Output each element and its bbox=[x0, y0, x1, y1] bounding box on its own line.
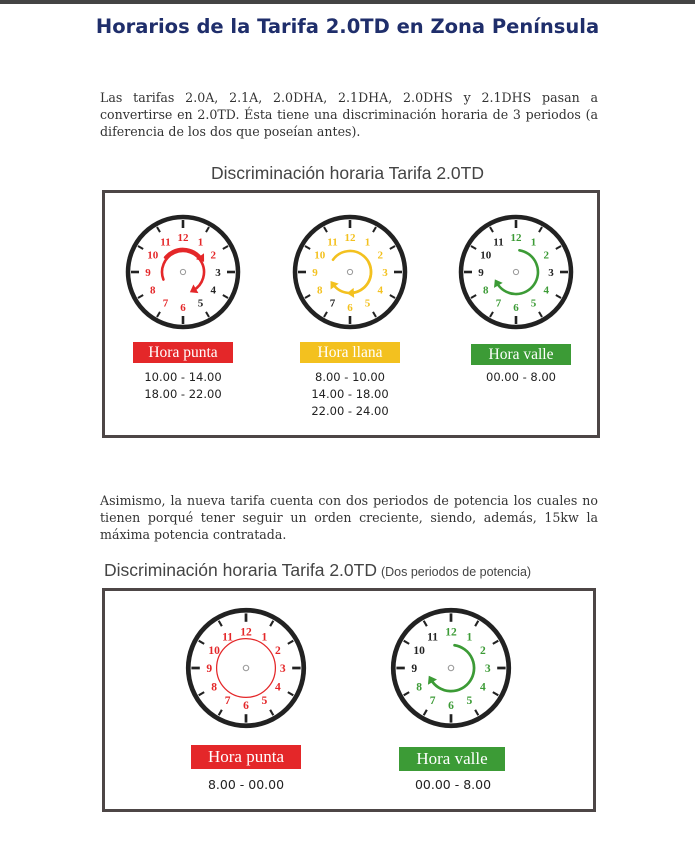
clock-number: 11 bbox=[427, 631, 439, 644]
clock-number: 8 bbox=[416, 681, 423, 694]
clock-number: 4 bbox=[543, 284, 550, 297]
clock-number: 5 bbox=[364, 297, 371, 310]
clock-number: 8 bbox=[482, 284, 489, 297]
clock-number: 4 bbox=[210, 284, 217, 297]
clock-hora-valle-2p bbox=[388, 605, 514, 731]
clock-number: 12 bbox=[344, 232, 356, 244]
clock-number: 3 bbox=[279, 663, 286, 676]
time-range: 8.00 - 10.00 bbox=[315, 370, 385, 384]
clock-number: 5 bbox=[530, 297, 537, 310]
clock-number: 6 bbox=[180, 302, 186, 314]
section2-box bbox=[102, 588, 596, 812]
time-range: 8.00 - 00.00 bbox=[207, 777, 285, 792]
page-title: Horarios de la Tarifa 2.0TD en Zona Península bbox=[95, 15, 600, 38]
time-range: 14.00 - 18.00 bbox=[311, 387, 389, 401]
clock-number: 6 bbox=[448, 699, 454, 712]
clock-number: 3 bbox=[484, 663, 491, 676]
time-range: 18.00 - 22.00 bbox=[144, 387, 222, 401]
clock-number: 11 bbox=[493, 236, 504, 249]
clock-number: 3 bbox=[215, 267, 221, 279]
clock-number: 9 bbox=[145, 267, 151, 279]
clock-hora-punta-2p bbox=[183, 605, 309, 731]
clock-number: 7 bbox=[495, 297, 502, 310]
clock-number: 1 bbox=[197, 236, 204, 249]
clock-number: 2 bbox=[377, 249, 384, 262]
clock-number: 7 bbox=[429, 695, 436, 708]
intro-paragraph: Las tarifas 2.0A, 2.1A, 2.0DHA, 2.1DHA, 2.0DHS y 2.1DHS pasan a convertirse en 2.0TD. Ésta tiene una discriminación horaria de 3 periodos (a diferencia de los dos que poseían antes). bbox=[100, 90, 598, 139]
clock-number: 2 bbox=[543, 249, 550, 262]
clock-number: 10 bbox=[147, 249, 159, 262]
clock-number: 4 bbox=[479, 681, 486, 694]
clock-hora-punta bbox=[123, 212, 243, 332]
second-paragraph: Asimismo, la nueva tarifa cuenta con dos periodos de potencia los cuales no tienen porqué tener seguir un orden creciente, siendo, además, 15kw la máxima potencia contratada. bbox=[100, 493, 598, 542]
clock-number: 2 bbox=[210, 249, 217, 262]
clock-number: 10 bbox=[314, 249, 326, 262]
clock-number: 12 bbox=[510, 232, 522, 244]
clock-number: 6 bbox=[513, 302, 519, 314]
clock-number: 7 bbox=[329, 297, 336, 310]
clock-number: 9 bbox=[206, 663, 213, 676]
time-range: 22.00 - 24.00 bbox=[311, 404, 389, 418]
clock-hora-valle bbox=[456, 212, 576, 332]
clock-number: 8 bbox=[316, 284, 323, 297]
clock-number: 5 bbox=[261, 695, 268, 708]
times-hora-punta-2p bbox=[186, 776, 306, 793]
top-border bbox=[0, 0, 695, 4]
label-hora-llana: Hora llana bbox=[300, 342, 400, 363]
clock-number: 11 bbox=[222, 631, 234, 644]
clock-number: 1 bbox=[261, 631, 268, 644]
clock-number: 7 bbox=[224, 695, 231, 708]
clock-number: 9 bbox=[312, 267, 318, 279]
clock-number: 1 bbox=[466, 631, 473, 644]
clock-hora-llana bbox=[290, 212, 410, 332]
times-hora-valle-2p bbox=[393, 776, 513, 793]
times-hora-valle bbox=[466, 369, 576, 386]
clock-number: 3 bbox=[382, 267, 388, 279]
label-hora-punta: Hora punta bbox=[133, 342, 233, 363]
label-hora-valle-2p: Hora valle bbox=[399, 747, 505, 771]
section2-subheading: (Dos periodos de potencia) bbox=[380, 565, 532, 579]
clock-center-icon bbox=[513, 269, 518, 274]
clock-number: 10 bbox=[480, 249, 492, 262]
clock-center-icon bbox=[448, 665, 453, 670]
clock-number: 1 bbox=[530, 236, 537, 249]
clock-center-icon bbox=[347, 269, 352, 274]
clock-center-icon bbox=[243, 665, 248, 670]
clock-number: 3 bbox=[548, 267, 554, 279]
clock-number: 9 bbox=[478, 267, 484, 279]
time-range: 00.00 - 8.00 bbox=[414, 777, 492, 792]
clock-number: 8 bbox=[149, 284, 156, 297]
clock-number: 9 bbox=[411, 663, 418, 676]
section2-heading-text: Discriminación horaria Tarifa 2.0TD bbox=[104, 560, 377, 580]
clock-number: 1 bbox=[364, 236, 371, 249]
label-hora-punta-2p: Hora punta bbox=[191, 745, 301, 769]
clock-number: 10 bbox=[208, 644, 220, 657]
clock-number: 6 bbox=[347, 302, 353, 314]
section2-heading bbox=[104, 560, 531, 581]
clock-number: 12 bbox=[240, 626, 252, 639]
clock-number: 4 bbox=[377, 284, 384, 297]
clock-number: 6 bbox=[243, 699, 249, 712]
clock-number: 12 bbox=[177, 232, 189, 244]
time-range: 00.00 - 8.00 bbox=[486, 370, 556, 384]
times-hora-llana bbox=[295, 369, 405, 420]
clock-number: 12 bbox=[445, 626, 457, 639]
time-range: 10.00 - 14.00 bbox=[144, 370, 222, 384]
times-hora-punta bbox=[128, 369, 238, 403]
clock-number: 7 bbox=[162, 297, 169, 310]
clock-number: 5 bbox=[466, 695, 473, 708]
clock-number: 10 bbox=[413, 644, 425, 657]
clock-number: 8 bbox=[211, 681, 218, 694]
clock-number: 11 bbox=[160, 236, 171, 249]
clock-number: 2 bbox=[479, 644, 486, 657]
clock-number: 2 bbox=[274, 644, 281, 657]
clock-number: 5 bbox=[197, 297, 204, 310]
clock-number: 11 bbox=[327, 236, 338, 249]
clock-center-icon bbox=[180, 269, 185, 274]
clock-number: 4 bbox=[274, 681, 281, 694]
section1-heading: Discriminación horaria Tarifa 2.0TD bbox=[211, 163, 484, 183]
label-hora-valle: Hora valle bbox=[471, 344, 571, 365]
